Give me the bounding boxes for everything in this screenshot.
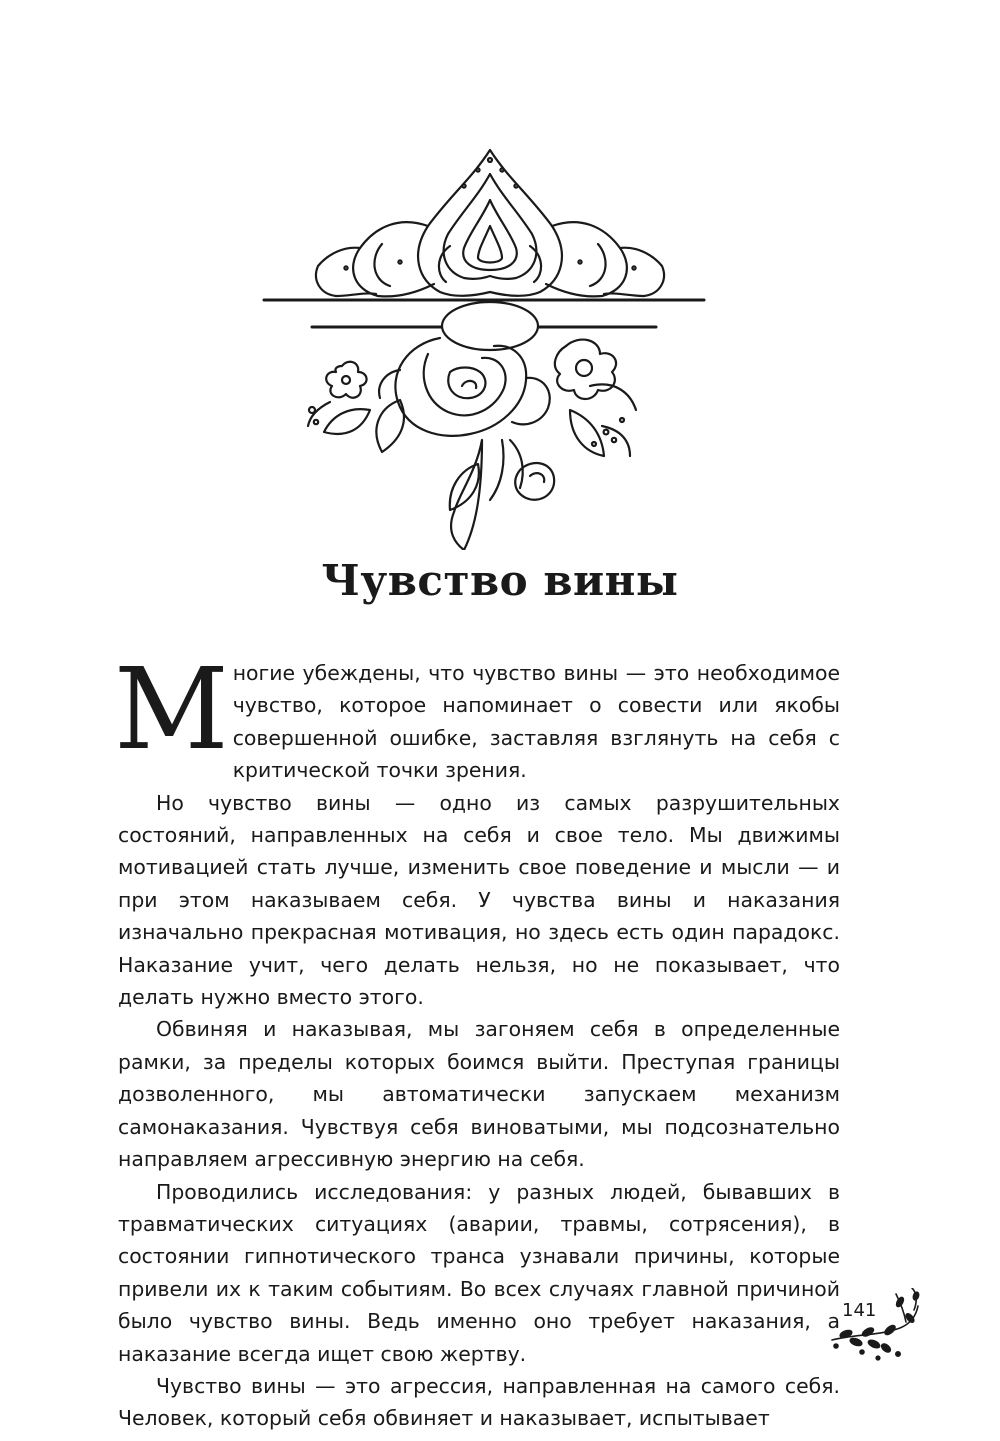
paragraph-5: Чувство вины — это агрессия, направленная на самого себя. Человек, который себя обвиняет и наказывает, испытывает bbox=[118, 1373, 840, 1431]
page-number: 141 bbox=[842, 1300, 877, 1321]
paragraph-2: Но чувство вины — одно из самых разрушительных состояний, направленных на себя и свое тело. Мы движимы мотивацией стать лучше, изменить свое поведение и мысли — и при этом наказываем себя. У чувства вины и наказания изначально прекрасная мотивация, но здесь есть один парадокс. Наказание учит, чего делать нельзя, но не показывает, что делать нужно вместо этого. bbox=[118, 790, 840, 1010]
mandala-icon bbox=[316, 150, 664, 296]
paragraph-1-text: ногие убеждены, что чувство вины — это необходимое чувство, которое напоминает о совести или якобы совершенной ошибке, заставляя взглянуть на себя с критической точки зрения. bbox=[232, 661, 840, 783]
paragraph-4: Проводились исследования: у разных людей, бывавших в травматических ситуациях (аварии, травмы, сотрясения), в состоянии гипнотического транса узнавали причины, которые привели их к таким событиям. Во всех случаях главной причиной было чувство вины. Ведь именно оно требует наказания, а наказание всегда ищет свою жертву. bbox=[118, 1179, 840, 1366]
chapter-title: Чувство вины bbox=[321, 556, 679, 605]
paragraph-1 bbox=[114, 645, 840, 787]
drop-cap: М bbox=[114, 645, 229, 775]
leaf-sprig-ornament-icon bbox=[826, 1288, 922, 1368]
mandala-flower-ornament-icon bbox=[250, 140, 730, 550]
flower-bouquet-icon bbox=[308, 338, 636, 550]
paragraph-3: Обвиняя и наказывая, мы загоняем себя в определенные рамки, за пределы которых боимся выйти. Преступая границы дозволенного, мы автоматически запускаем механизм самонаказания. Чувствуя себя виноватыми, мы подсознательно направляем агрессивную энергию на себя. bbox=[118, 1017, 840, 1172]
chapter-body bbox=[114, 645, 840, 1435]
